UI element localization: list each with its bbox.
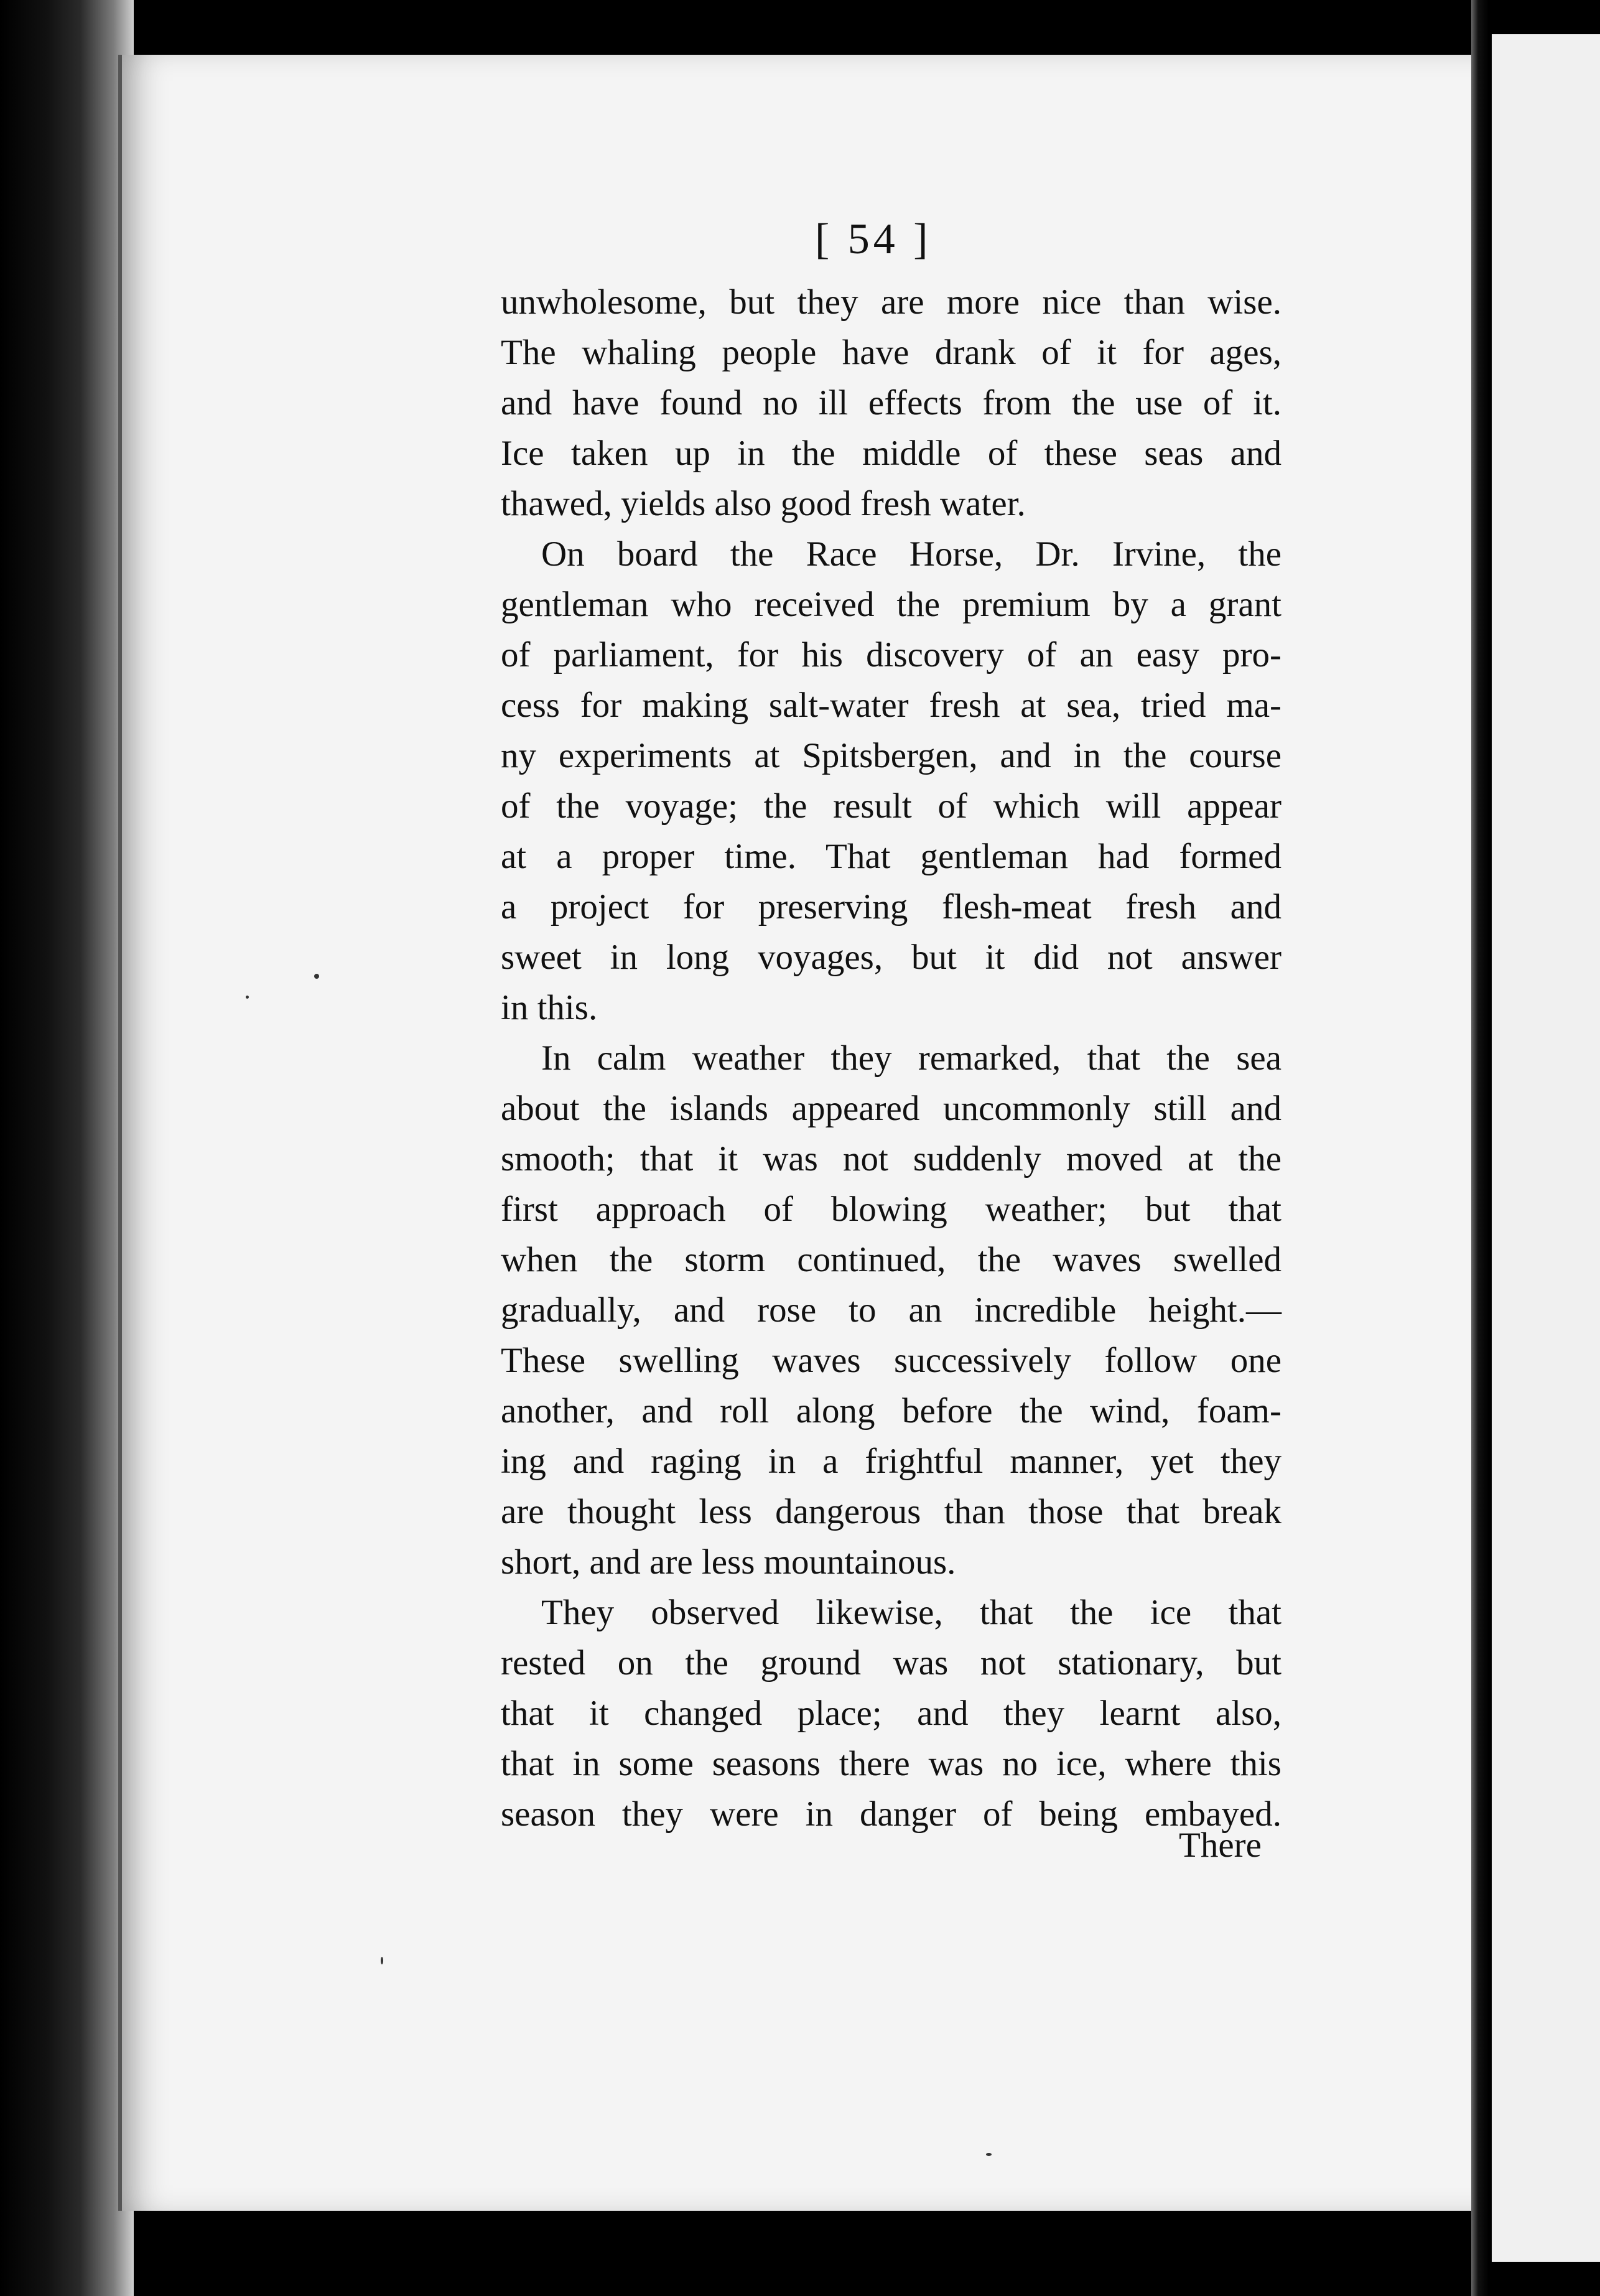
catchword: There: [1179, 1826, 1262, 1865]
book-gutter: [1471, 0, 1489, 2296]
text-line: and have found no ill effects from the use of it.: [501, 383, 1281, 422]
scan-speck: [246, 996, 249, 999]
text-line: Ice taken up in the middle of these seas and: [501, 434, 1281, 473]
text-line: smooth; that it was not suddenly moved at the: [501, 1139, 1281, 1178]
text-line: ing and raging in a frightful manner, yet they: [501, 1442, 1281, 1481]
text-line: ny experiments at Spitsbergen, and in the course: [501, 736, 1281, 775]
text-line: a project for preserving flesh-meat fresh and: [501, 887, 1281, 926]
text-line: rested on the ground was not stationary, but: [501, 1643, 1281, 1682]
text-line: of the voyage; the result of which will appear: [501, 786, 1281, 826]
text-line: cess for making salt-water fresh at sea, tried ma-: [501, 686, 1281, 725]
left-page-edge: [0, 0, 134, 2296]
facing-page-edge: [1489, 34, 1600, 2262]
text-line: that it changed place; and they learnt also,: [501, 1694, 1281, 1733]
text-line: of parliament, for his discovery of an easy pro-: [501, 635, 1281, 674]
text-line: sweet in long voyages, but it did not answer: [501, 938, 1281, 977]
text-line: The whaling people have drank of it for ages,: [501, 333, 1281, 372]
text-line: at a proper time. That gentleman had formed: [501, 837, 1281, 876]
text-line: that in some seasons there was no ice, where this: [501, 1744, 1281, 1783]
text-line: short, and are less mountainous.: [501, 1542, 956, 1582]
text-line: season they were in danger of being embayed.: [501, 1794, 1281, 1834]
text-line: unwholesome, but they are more nice than wise.: [501, 282, 1281, 322]
text-line: when the storm continued, the waves swelled: [501, 1240, 1281, 1279]
scan-speck: [381, 1957, 383, 1964]
text-line: about the islands appeared uncommonly still and: [501, 1089, 1281, 1128]
text-line: gradually, and rose to an incredible height.—: [501, 1290, 1281, 1330]
scan-speck: [986, 2153, 992, 2156]
text-line: thawed, yields also good fresh water.: [501, 484, 1026, 523]
text-line: gentleman who received the premium by a grant: [501, 585, 1281, 624]
text-line: first approach of blowing weather; but that: [501, 1190, 1281, 1229]
text-line: They observed likewise, that the ice that: [541, 1593, 1281, 1632]
text-line: On board the Race Horse, Dr. Irvine, the: [541, 534, 1281, 574]
text-line: In calm weather they remarked, that the sea: [541, 1038, 1281, 1078]
text-line: another, and roll along before the wind, foam-: [501, 1391, 1281, 1430]
body-text: [501, 277, 1281, 1839]
page-number: [ 54 ]: [815, 215, 932, 263]
text-line: are thought less dangerous than those that break: [501, 1492, 1281, 1531]
scan-speck: [314, 974, 319, 979]
text-line: These swelling waves successively follow one: [501, 1341, 1281, 1380]
text-line: in this.: [501, 988, 598, 1027]
